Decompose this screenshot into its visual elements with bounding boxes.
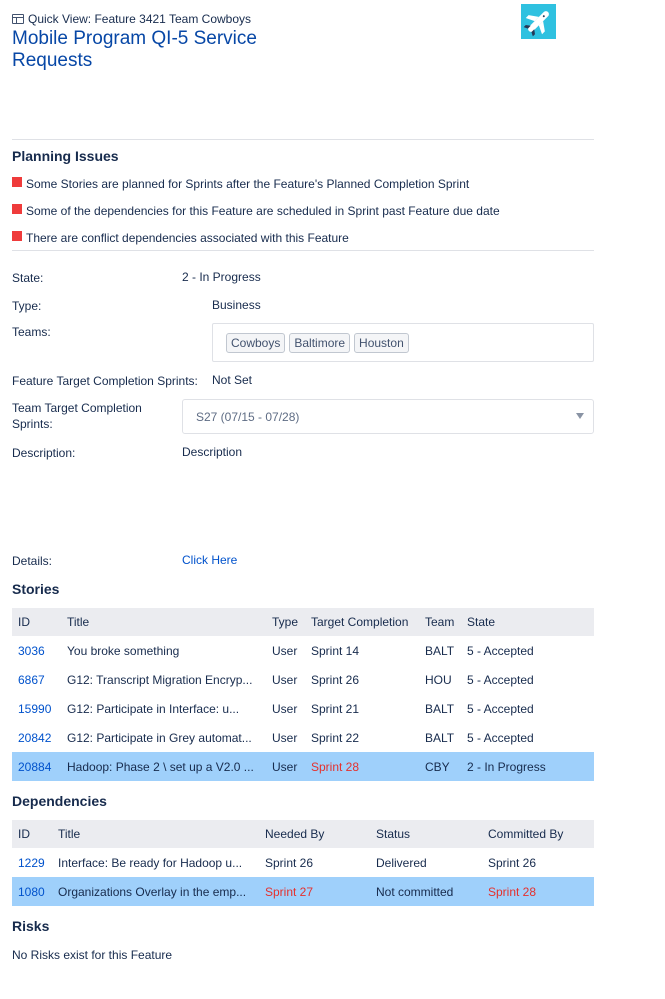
story-team: BALT bbox=[425, 730, 455, 745]
table-row[interactable] bbox=[12, 723, 594, 752]
table-row[interactable] bbox=[12, 694, 594, 723]
table-header-row bbox=[12, 608, 594, 636]
red-flag-icon bbox=[12, 204, 22, 214]
table-row[interactable] bbox=[12, 665, 594, 694]
column-header-status[interactable]: Status bbox=[370, 820, 482, 848]
story-state: 2 - In Progress bbox=[461, 752, 594, 781]
teams-multiselect[interactable] bbox=[212, 323, 594, 362]
dependency-title: Interface: Be ready for Hadoop u... bbox=[58, 855, 243, 870]
story-team: CBY bbox=[419, 752, 461, 781]
story-team: BALT bbox=[425, 701, 455, 716]
column-header-type[interactable]: Type bbox=[266, 608, 305, 636]
table-row-selected[interactable] bbox=[12, 752, 594, 781]
feature-target-value: Not Set bbox=[212, 373, 253, 387]
panel-icon bbox=[12, 14, 24, 24]
team-chip-cowboys[interactable]: Cowboys bbox=[226, 333, 285, 353]
story-id-link[interactable]: 3036 bbox=[18, 643, 45, 658]
risks-title: Risks bbox=[12, 918, 50, 934]
story-target: Sprint 14 bbox=[311, 643, 360, 658]
description-value: Description bbox=[182, 445, 243, 459]
story-id-link[interactable]: 20842 bbox=[18, 730, 52, 745]
dependency-id-link[interactable]: 1080 bbox=[12, 877, 52, 906]
team-target-sprint-select[interactable] bbox=[182, 399, 594, 434]
column-header-id[interactable]: ID bbox=[12, 608, 61, 636]
story-type: User bbox=[272, 643, 298, 658]
story-id-link[interactable]: 15990 bbox=[18, 701, 52, 716]
column-header-team[interactable]: Team bbox=[419, 608, 461, 636]
team-target-label: Team Target Completion Sprints: bbox=[12, 401, 142, 431]
planning-issues-title: Planning Issues bbox=[12, 148, 119, 164]
dependency-status: Delivered bbox=[376, 855, 427, 870]
dependency-committed-by: Sprint 26 bbox=[488, 855, 537, 870]
page-title: Mobile Program QI-5 Service Requests bbox=[12, 28, 257, 71]
story-type: User bbox=[272, 730, 298, 745]
team-target-selected-value: S27 (07/15 - 07/28) bbox=[196, 409, 300, 424]
stories-title: Stories bbox=[12, 581, 60, 597]
planning-issue-text: There are conflict dependencies associated with this Feature bbox=[26, 231, 349, 245]
planning-issue-item bbox=[12, 231, 349, 245]
planning-issue-item bbox=[12, 204, 500, 218]
chevron-down-icon[interactable] bbox=[576, 413, 584, 419]
dependency-needed-by-warning: Sprint 27 bbox=[259, 877, 370, 906]
details-label: Details: bbox=[12, 554, 53, 568]
dependency-id-link[interactable]: 1229 bbox=[18, 855, 45, 870]
dependency-needed-by: Sprint 26 bbox=[265, 855, 314, 870]
description-label: Description: bbox=[12, 446, 76, 460]
type-label: Type: bbox=[12, 299, 42, 313]
quick-view-text: Quick View: Feature 3421 Team Cowboys bbox=[28, 12, 252, 26]
team-chip-baltimore[interactable]: Baltimore bbox=[289, 333, 350, 353]
story-id-link[interactable]: 20884 bbox=[12, 752, 61, 781]
story-state: 5 - Accepted bbox=[467, 701, 534, 716]
planning-issue-text: Some of the dependencies for this Feature are scheduled in Sprint past Feature due date bbox=[26, 204, 500, 218]
story-state: 5 - Accepted bbox=[467, 730, 534, 745]
airplane-app-icon bbox=[521, 4, 556, 39]
story-type: User bbox=[272, 701, 298, 716]
story-type: User bbox=[272, 672, 298, 687]
state-value: 2 - In Progress bbox=[182, 270, 261, 284]
quick-view-label bbox=[12, 12, 302, 26]
story-title: G12: Participate in Grey automat... bbox=[67, 730, 252, 745]
details-link[interactable]: Click Here bbox=[182, 553, 238, 567]
table-row[interactable] bbox=[12, 636, 594, 665]
story-type: User bbox=[266, 752, 305, 781]
story-title: Hadoop: Phase 2 \ set up a V2.0 ... bbox=[61, 752, 266, 781]
story-id-link[interactable]: 6867 bbox=[18, 672, 45, 687]
story-target-warning: Sprint 28 bbox=[305, 752, 419, 781]
red-flag-icon bbox=[12, 177, 22, 187]
column-header-title[interactable]: Title bbox=[61, 608, 266, 636]
team-chip-houston[interactable]: Houston bbox=[354, 333, 409, 353]
column-header-title[interactable]: Title bbox=[52, 820, 259, 848]
divider-top bbox=[12, 139, 594, 140]
column-header-needed-by[interactable]: Needed By bbox=[259, 820, 370, 848]
column-header-committed-by[interactable]: Committed By bbox=[482, 820, 594, 848]
header bbox=[12, 12, 302, 72]
column-header-id[interactable]: ID bbox=[12, 820, 52, 848]
story-target: Sprint 22 bbox=[311, 730, 360, 745]
table-row[interactable] bbox=[12, 848, 594, 877]
story-target: Sprint 26 bbox=[311, 672, 360, 687]
risks-empty-text: No Risks exist for this Feature bbox=[12, 948, 173, 962]
story-title: You broke something bbox=[67, 643, 180, 658]
dependency-committed-by-warning: Sprint 28 bbox=[482, 877, 594, 906]
table-row-selected[interactable] bbox=[12, 877, 594, 906]
story-title: G12: Transcript Migration Encryp... bbox=[67, 672, 253, 687]
story-state: 5 - Accepted bbox=[467, 672, 534, 687]
teams-label: Teams: bbox=[12, 325, 51, 339]
column-header-state[interactable]: State bbox=[461, 608, 594, 636]
story-target: Sprint 21 bbox=[311, 701, 360, 716]
red-flag-icon bbox=[12, 231, 22, 241]
dependency-title: Organizations Overlay in the emp... bbox=[52, 877, 259, 906]
dependencies-title: Dependencies bbox=[12, 793, 107, 809]
planning-issue-item bbox=[12, 177, 469, 191]
state-label: State: bbox=[12, 271, 44, 285]
dependencies-table bbox=[12, 820, 594, 906]
planning-issue-text: Some Stories are planned for Sprints after the Feature's Planned Completion Sprint bbox=[26, 177, 470, 191]
table-header-row bbox=[12, 820, 594, 848]
story-state: 5 - Accepted bbox=[467, 643, 534, 658]
stories-table bbox=[12, 608, 594, 781]
feature-target-label: Feature Target Completion Sprints: bbox=[12, 374, 198, 388]
dependency-status: Not committed bbox=[370, 877, 482, 906]
story-team: HOU bbox=[425, 672, 452, 687]
column-header-target-completion[interactable]: Target Completion bbox=[305, 608, 419, 636]
story-title: G12: Participate in Interface: u... bbox=[67, 701, 240, 716]
type-value: Business bbox=[212, 298, 261, 312]
story-team: BALT bbox=[425, 643, 455, 658]
divider-issues bbox=[12, 250, 594, 251]
